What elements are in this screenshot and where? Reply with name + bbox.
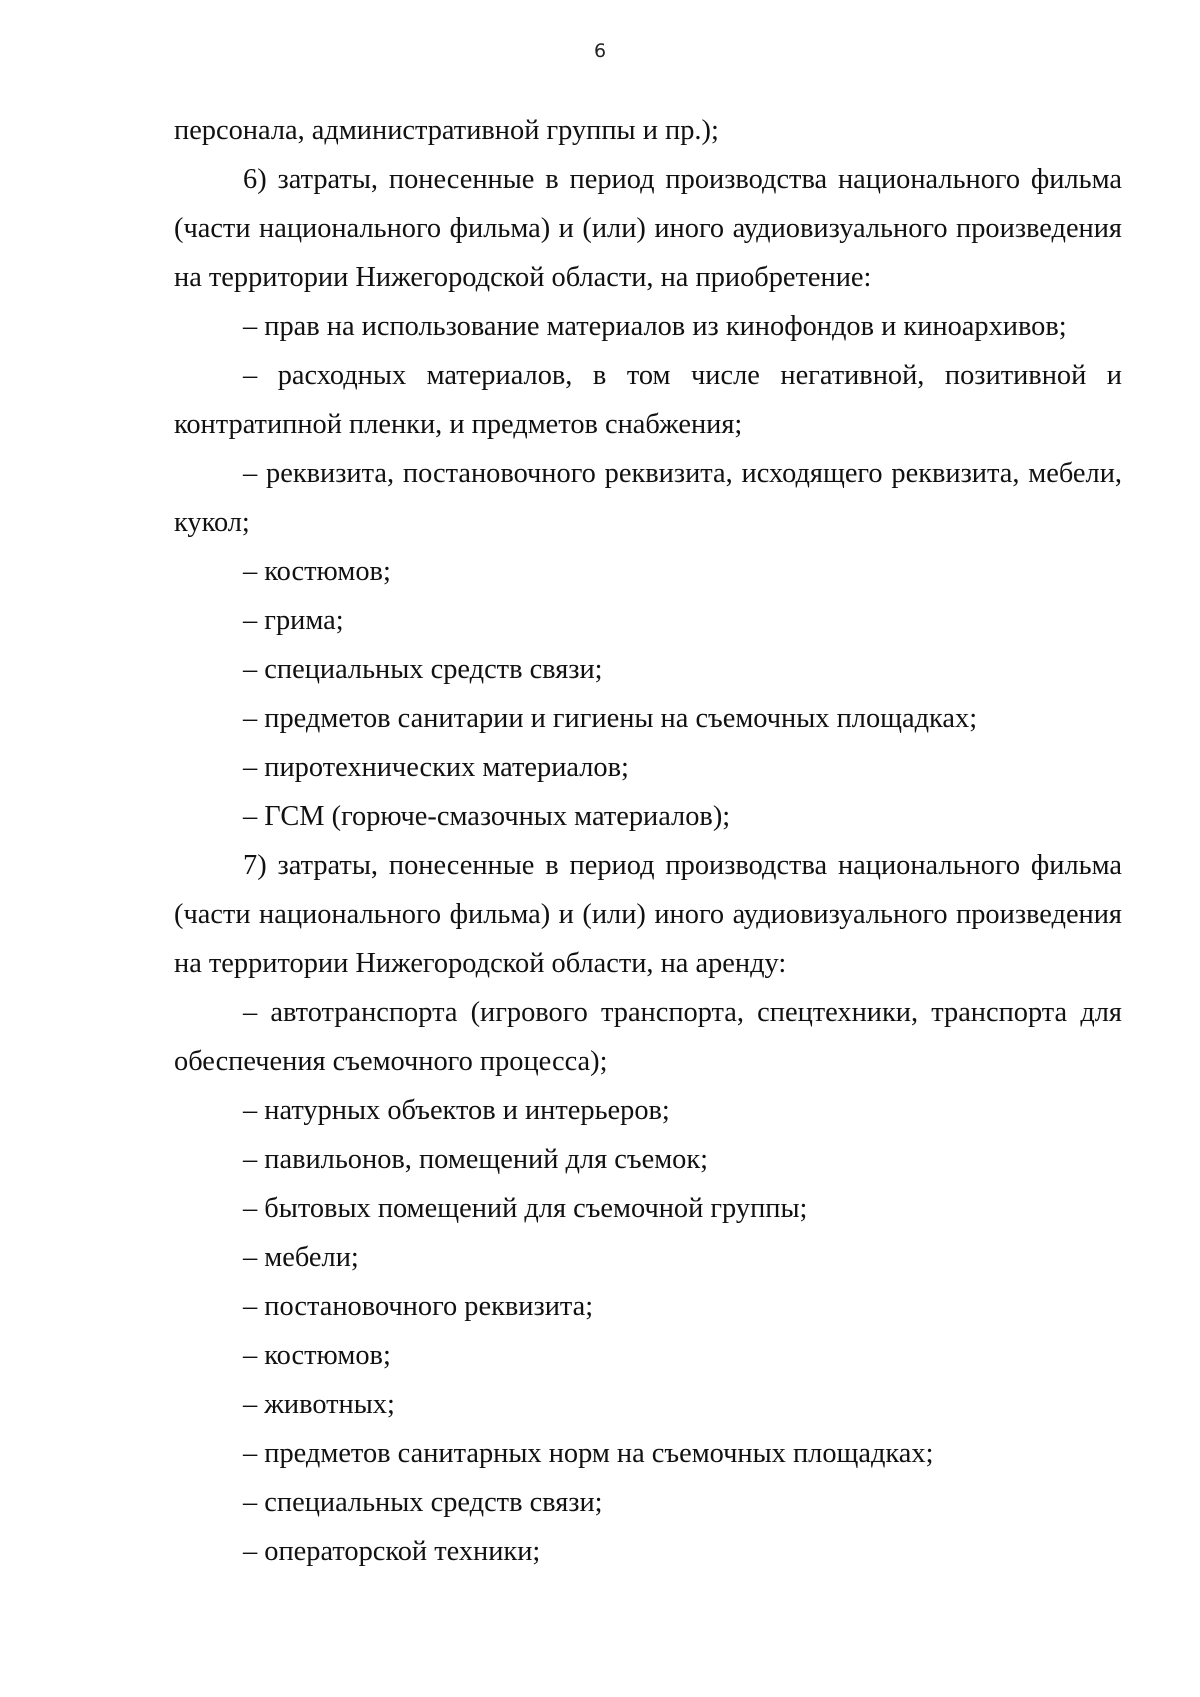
paragraph: персонала, административной группы и пр.); <box>174 115 719 146</box>
list-item: – прав на использование материалов из кинофондов и киноархивов; <box>243 311 1067 342</box>
list-item: – костюмов; <box>243 556 391 587</box>
list-item: – животных; <box>243 1389 395 1420</box>
list-item: – ГСМ (горюче-смазочных материалов); <box>243 801 731 832</box>
paragraph: 7) затраты, понесенные в период производства национального фильма (части национального фильма) и (или) иного аудиовизуального произведения на территории Нижегородской области, на аренду: <box>174 850 1122 979</box>
list-item: – бытовых помещений для съемочной группы; <box>243 1193 808 1224</box>
page-number: 6 <box>593 40 607 62</box>
list-item: – предметов санитарии и гигиены на съемочных площадках; <box>243 703 978 734</box>
list-item: – постановочного реквизита; <box>243 1291 594 1322</box>
list-item: – грима; <box>243 605 344 636</box>
document-body <box>174 106 1122 1576</box>
list-item: – костюмов; <box>243 1340 391 1371</box>
list-item: – операторской техники; <box>243 1536 541 1567</box>
list-item: – натурных объектов и интерьеров; <box>243 1095 670 1126</box>
list-item: – расходных материалов, в том числе негативной, позитивной и контратипной пленки, и предметов снабжения; <box>174 360 1122 440</box>
list-item: – автотранспорта (игрового транспорта, спецтехники, транспорта для обеспечения съемочного процесса); <box>174 997 1122 1077</box>
list-item: – специальных средств связи; <box>243 654 603 685</box>
list-item: – предметов санитарных норм на съемочных площадках; <box>243 1438 934 1469</box>
list-item: – павильонов, помещений для съемок; <box>243 1144 709 1175</box>
list-item: – пиротехнических материалов; <box>243 752 629 783</box>
list-item: – мебели; <box>243 1242 359 1273</box>
list-item: – специальных средств связи; <box>243 1487 603 1518</box>
paragraph: 6) затраты, понесенные в период производства национального фильма (части национального фильма) и (или) иного аудиовизуального произведения на территории Нижегородской области, на приобретение: <box>174 164 1122 293</box>
list-item: – реквизита, постановочного реквизита, исходящего реквизита, мебели, кукол; <box>174 458 1122 538</box>
